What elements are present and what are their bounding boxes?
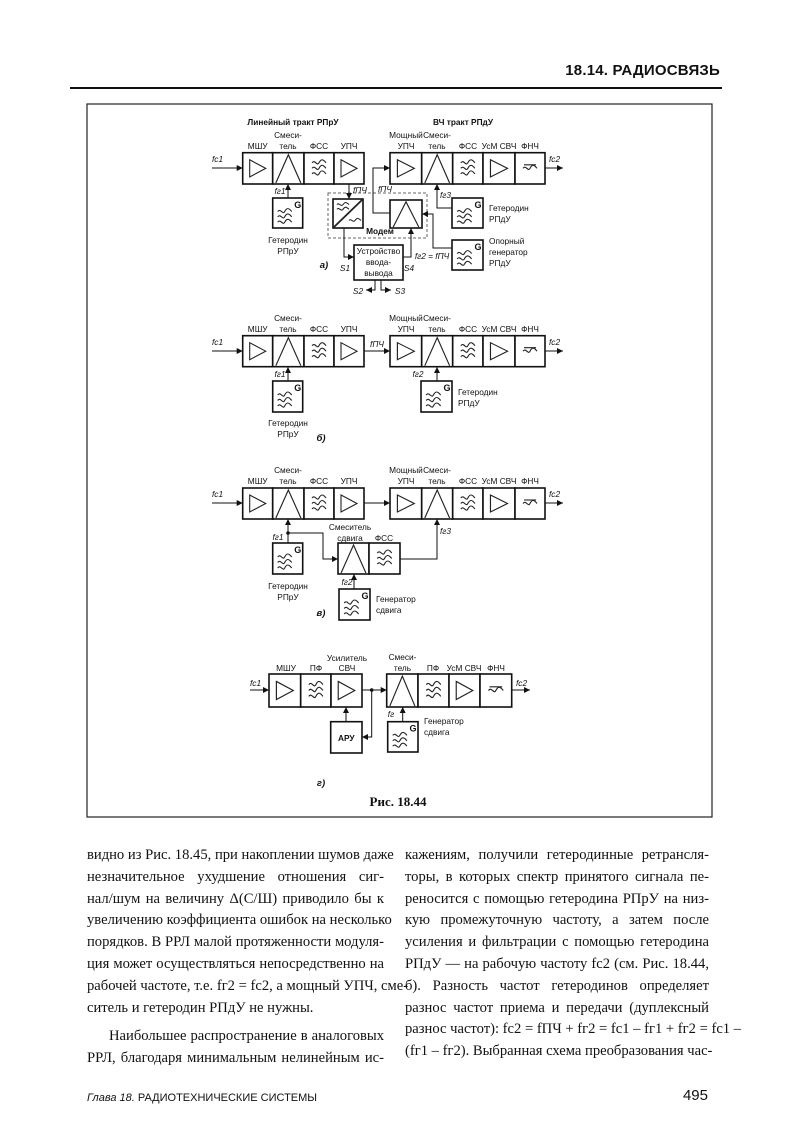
if-amp-label: УПЧ xyxy=(340,141,358,151)
mixer-label: Смеси- xyxy=(423,130,451,140)
running-footer-chapter xyxy=(87,1092,317,1104)
diagram-letter-d: г) xyxy=(316,778,326,789)
signal-line xyxy=(362,690,372,737)
bandpass-filter-label: ПФ xyxy=(426,663,440,673)
agc-label: АРУ xyxy=(338,733,355,743)
lo1-frequency-label: fг1 xyxy=(274,186,286,196)
generator-g-mark: G xyxy=(294,383,302,393)
if-amp-block xyxy=(334,153,364,184)
lowpass-filter-label: ФНЧ xyxy=(521,476,539,486)
figure-caption: Рис. 18.44 xyxy=(369,794,427,809)
paragraph xyxy=(405,845,742,1063)
mixer-label: Смеси- xyxy=(423,313,451,323)
modem-label: Модем xyxy=(366,226,394,236)
footer-chapter-title: РАДИОТЕХНИЧЕСКИЕ СИСТЕМЫ xyxy=(137,1092,318,1104)
lna-block xyxy=(243,336,273,367)
tx-lo-label: Гетеродин xyxy=(489,203,529,213)
mixer-label: Смеси- xyxy=(274,313,302,323)
mixer-label: Смеси- xyxy=(423,465,451,475)
body-text-right-column xyxy=(405,845,742,1063)
filter-label: ФСС xyxy=(374,533,394,543)
power-if-amp-label: УПЧ xyxy=(397,141,415,151)
input-frequency-label: fс1 xyxy=(212,154,224,164)
io-device-label: вывода xyxy=(364,268,393,278)
lo1-frequency-label: fг1 xyxy=(272,532,284,542)
text-line: б). Разность частот гетеродинов определяет xyxy=(405,977,709,994)
filter-label: ФСС xyxy=(458,476,478,486)
power-if-amp-label: Мощный xyxy=(389,130,423,140)
generator-g-mark: G xyxy=(294,545,302,555)
shift-generator-label: сдвига xyxy=(376,605,402,615)
mixer-label: Смеси- xyxy=(274,465,302,475)
input-frequency-label: fс1 xyxy=(212,489,224,499)
if-frequency-label: fПЧ xyxy=(353,185,367,195)
text-line: кую промежуточную частоту, а затем после xyxy=(405,912,709,929)
power-if-amp-label: УПЧ xyxy=(397,324,415,334)
io-device-label: ввода- xyxy=(365,257,392,267)
signal-line xyxy=(403,228,411,257)
filter-label: ФСС xyxy=(458,324,478,334)
tx-rf-path-title: ВЧ тракт РПдУ xyxy=(432,117,494,127)
generator-g-mark: G xyxy=(474,242,482,252)
text-line: рабочей частоте, т.е. fг2 = fс2, а мощный УПЧ, сме- xyxy=(87,977,409,994)
power-amp-block xyxy=(449,674,480,707)
text-line: реносится с помощью гетеродина РПрУ на низ- xyxy=(405,890,709,907)
power-amp-block xyxy=(483,153,515,184)
power-if-amp-block xyxy=(390,488,422,519)
lna-label: МШУ xyxy=(247,141,268,151)
if-amp-block xyxy=(334,488,364,519)
lna-block xyxy=(269,674,301,707)
power-if-amp-label: Мощный xyxy=(389,313,423,323)
text-line: разнос частот): fс2 = fПЧ + fг2 = fс1 – fг1 + fг2 = fс1 – xyxy=(405,1021,742,1038)
diagram-letter-a: а) xyxy=(319,260,329,271)
mixer-label: тель xyxy=(279,324,297,334)
power-if-amp-block xyxy=(390,153,422,184)
rx-lo-label: РПрУ xyxy=(277,246,299,256)
reference-oscillator-label: генератор xyxy=(489,247,528,257)
mixer-label: Смеси- xyxy=(388,652,417,662)
text-line: порядков. В РРЛ малой протяженности модуля- xyxy=(87,934,384,951)
text-line: видно из Рис. 18.45, при накоплении шумов даже xyxy=(87,847,394,863)
output-frequency-label: fс2 xyxy=(549,337,561,347)
lna-block xyxy=(243,488,273,519)
text-line: РПдУ — на рабочую частоту fс2 (см. Рис. 18.44, xyxy=(405,955,709,972)
footer-chapter-prefix: Глава 18. xyxy=(87,1092,135,1104)
lo2-frequency-label: fг2 xyxy=(412,369,424,379)
bandpass-filter-label: ПФ xyxy=(309,663,323,673)
output-frequency-label: fс2 xyxy=(549,489,561,499)
power-if-amp-label: УПЧ xyxy=(397,476,415,486)
power-amp-label: УсМ СВЧ xyxy=(481,141,517,151)
io-device-label: Устройство xyxy=(356,246,401,256)
text-line: нал/шум на величину Δ(С/Ш) приводило бы к xyxy=(87,890,384,907)
shift-mixer-label: сдвига xyxy=(337,533,363,543)
reference-oscillator-label: РПдУ xyxy=(489,258,511,268)
lna-label: МШУ xyxy=(276,663,296,673)
power-amp-block xyxy=(483,488,515,519)
reference-oscillator-label: Опорный xyxy=(489,236,525,246)
mixer-label: тель xyxy=(428,476,446,486)
signal-line xyxy=(381,280,391,290)
microwave-amp-block xyxy=(331,674,362,707)
s2-label: S2 xyxy=(352,286,364,296)
generator-g-mark: G xyxy=(474,200,482,210)
power-if-amp-block xyxy=(390,336,422,367)
filter-label: ФСС xyxy=(309,141,329,151)
input-frequency-label: fс1 xyxy=(250,678,262,688)
mixer-label: тель xyxy=(279,141,297,151)
rx-lo-label: Гетеродин xyxy=(268,581,308,591)
shift-generator-label: Генератор xyxy=(376,594,416,604)
text-line: торы, в которых спектр принятого сигнала пе- xyxy=(405,868,709,885)
diagram-letter-c: в) xyxy=(316,608,326,619)
text-line: РРЛ, благодаря минимальным нелинейным ис- xyxy=(87,1050,384,1067)
lo3-frequency-label: fг3 xyxy=(440,526,452,536)
power-amp-label: УсМ СВЧ xyxy=(481,476,517,486)
shift-mixer-label: Смеситель xyxy=(328,522,372,532)
filter-label: ФСС xyxy=(309,324,329,334)
diagram-letter-b: б) xyxy=(316,433,326,444)
filter-label: ФСС xyxy=(309,476,329,486)
text-line: (fг1 – fг2). Выбранная схема преобразования час- xyxy=(405,1043,713,1060)
lowpass-filter-label: ФНЧ xyxy=(521,141,539,151)
mixer-label: тель xyxy=(428,324,446,334)
generator-g-mark: G xyxy=(361,591,369,601)
text-line: ция может осуществляться непосредственно на xyxy=(87,955,384,972)
lo1-frequency-label: fг1 xyxy=(274,369,286,379)
paragraph xyxy=(87,845,409,1019)
signal-line xyxy=(344,228,354,257)
lo2-frequency-label: fг2 = fПЧ xyxy=(414,251,450,261)
power-amp-block xyxy=(483,336,515,367)
shift-generator-label: сдвига xyxy=(424,727,450,737)
text-line: кажениям, получили гетеродинные ретрансля- xyxy=(405,847,709,863)
mixer-label: тель xyxy=(393,663,412,673)
text-line: увеличению коэффициента ошибок на несколько xyxy=(87,912,392,929)
power-if-amp-label: Мощный xyxy=(389,465,423,475)
text-line: усиления и фильтрации с помощью гетеродина xyxy=(405,934,709,951)
rx-lo-label: Гетеродин xyxy=(268,235,308,245)
text-line: незначительное ухудшение отношения сиг- xyxy=(87,868,384,885)
lo2-frequency-label: fг2 xyxy=(341,577,353,587)
lna-block xyxy=(243,153,273,184)
microwave-amp-label: СВЧ xyxy=(338,663,356,673)
tx-lo-label: РПдУ xyxy=(458,398,480,408)
if-frequency-label: fПЧ xyxy=(378,184,392,194)
signal-line xyxy=(400,519,437,559)
power-amp-label: УсМ СВЧ xyxy=(481,324,517,334)
shift-generator-label: Генератор xyxy=(424,716,464,726)
output-frequency-label: fс2 xyxy=(549,154,561,164)
rx-linear-path-title: Линейный тракт РПрУ xyxy=(247,117,339,127)
text-line: ситель и гетеродин РПдУ не нужны. xyxy=(87,999,314,1016)
rx-lo-label: Гетеродин xyxy=(268,418,308,428)
lo3-frequency-label: fг3 xyxy=(440,190,452,200)
rx-lo-label: РПрУ xyxy=(277,429,299,439)
if-amp-block xyxy=(334,336,364,367)
generator-g-mark: G xyxy=(409,723,417,734)
lo-frequency-label: fг xyxy=(387,709,395,719)
microwave-amp-label: Усилитель xyxy=(326,653,368,663)
body-text-left-column xyxy=(87,845,409,1070)
filter-label: ФСС xyxy=(458,141,478,151)
if-amp-label: УПЧ xyxy=(340,324,358,334)
text-line: Наибольшее распространение в аналоговых xyxy=(109,1028,384,1045)
input-frequency-label: fс1 xyxy=(212,337,224,347)
s1-label: S1 xyxy=(339,263,351,273)
generator-g-mark: G xyxy=(443,383,451,393)
tx-lo-label: РПдУ xyxy=(489,214,511,224)
mixer-label: Смеси- xyxy=(274,130,302,140)
s4-label: S4 xyxy=(403,263,415,273)
s3-label: S3 xyxy=(394,286,406,296)
lowpass-filter-label: ФНЧ xyxy=(487,663,505,673)
mixer-label: тель xyxy=(279,476,297,486)
lna-label: МШУ xyxy=(247,324,268,334)
generator-g-mark: G xyxy=(294,200,302,210)
rx-lo-label: РПрУ xyxy=(277,592,299,602)
lowpass-filter-label: ФНЧ xyxy=(521,324,539,334)
page-number: 495 xyxy=(682,1087,708,1104)
power-amp-label: УсМ СВЧ xyxy=(446,663,482,673)
mixer-label: тель xyxy=(428,141,446,151)
running-header-section: 18.14. РАДИОСВЯЗЬ xyxy=(565,62,720,79)
if-amp-label: УПЧ xyxy=(340,476,358,486)
paragraph xyxy=(87,1026,384,1070)
if-frequency-label: fПЧ xyxy=(370,339,384,349)
tx-lo-label: Гетеродин xyxy=(458,387,498,397)
output-frequency-label: fс2 xyxy=(516,678,528,688)
lna-label: МШУ xyxy=(247,476,268,486)
text-line: разнос частот приема и передачи (дуплексный xyxy=(405,999,709,1016)
signal-line xyxy=(366,280,375,290)
